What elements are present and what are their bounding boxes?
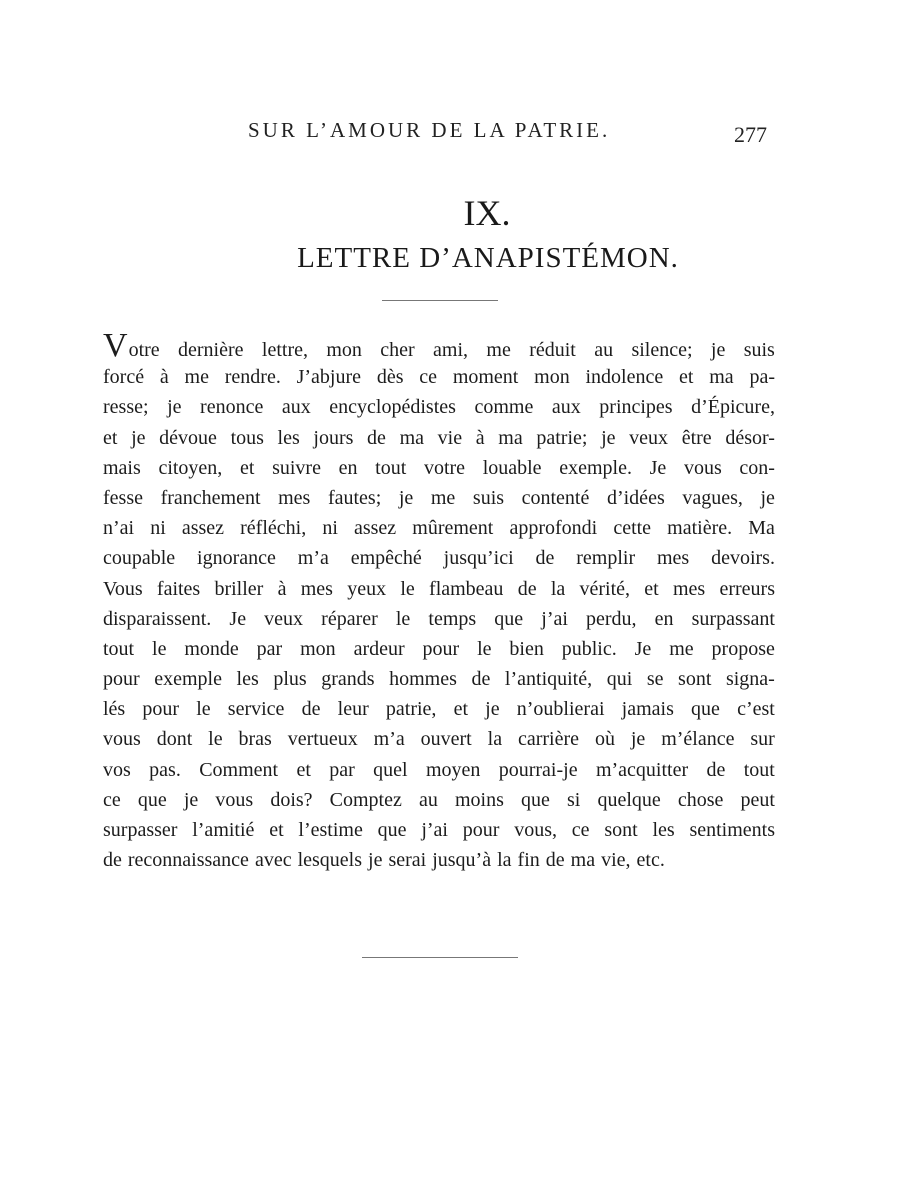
word: bras [238, 728, 272, 751]
word: qui [606, 668, 633, 691]
word: par [329, 758, 355, 781]
word: je [630, 728, 646, 751]
chapter-number: IX. [463, 193, 511, 233]
word: le [477, 637, 492, 660]
word: moins [454, 788, 504, 811]
word: disparaissent. [103, 607, 212, 630]
word: temps [428, 607, 477, 630]
chapter-number-block [0, 192, 900, 234]
text-line [103, 547, 775, 577]
word: mes [278, 486, 311, 509]
word: avec [254, 849, 292, 872]
word: de [517, 577, 537, 600]
word: que [377, 819, 407, 841]
word: dont [156, 728, 193, 751]
word: votre [423, 456, 466, 479]
word: pa- [749, 366, 775, 389]
word: et [644, 577, 659, 600]
word: dois? [270, 788, 313, 811]
word: de [301, 698, 321, 721]
word: signa- [725, 668, 775, 691]
word: pour [462, 819, 500, 841]
word: vertueux [287, 728, 358, 751]
word: coupable [103, 547, 176, 570]
word: à [475, 426, 485, 449]
word: jours [313, 426, 354, 449]
word: Je [634, 637, 652, 660]
text-line [103, 698, 775, 728]
word: les [277, 426, 300, 449]
word: ma [570, 849, 596, 872]
word: et [239, 456, 255, 479]
text-line [103, 638, 775, 668]
word: service [227, 698, 285, 721]
word: mon [300, 637, 336, 660]
text-line [103, 578, 775, 608]
word: le [400, 577, 415, 600]
word: aux [551, 396, 581, 419]
word: bien [509, 637, 544, 660]
word: forcé [103, 366, 145, 389]
word: se [646, 668, 664, 691]
word: par [256, 637, 283, 660]
word: m’acquitter [595, 758, 689, 781]
word: réfléchi, [240, 517, 307, 540]
text-line [103, 327, 775, 366]
word: à [277, 577, 287, 600]
word: dévoue [159, 426, 217, 449]
word: indolence [585, 366, 664, 389]
word: en [338, 456, 358, 479]
word: erreurs [719, 577, 775, 600]
word: de [103, 849, 122, 872]
word: je [760, 486, 775, 509]
word: leur [337, 698, 369, 721]
word: je [167, 396, 182, 419]
word: de [471, 668, 491, 691]
word: patrie; [536, 426, 588, 449]
text-line [103, 517, 775, 547]
word: vie [437, 426, 463, 449]
text-line [103, 396, 775, 426]
word: faites [156, 577, 201, 600]
word: d’Épicure, [691, 396, 775, 419]
chapter-title: LETTRE D’ANAPISTÉMON. [297, 242, 679, 274]
word: réparer [321, 607, 378, 630]
word: vérité, [579, 577, 631, 600]
word: briller [214, 577, 264, 600]
word: matière. [667, 517, 733, 540]
word: je [183, 788, 199, 811]
word: citoyen, [158, 456, 223, 479]
page-number: 277 [734, 122, 767, 147]
word: en [654, 607, 674, 630]
word: etc. [636, 849, 665, 872]
word: monde [184, 637, 239, 660]
word: ouvert [420, 728, 472, 751]
word: m’a [297, 547, 329, 570]
word: rendre. [224, 366, 281, 389]
text-line [103, 427, 775, 457]
word: n’ai [103, 517, 135, 540]
word: que [137, 788, 167, 811]
word: contenté [521, 486, 590, 509]
word: l’antiquité, [504, 668, 593, 691]
word: mais [103, 456, 141, 479]
word: et [269, 819, 284, 841]
word: ni [322, 517, 338, 540]
word: être [681, 426, 712, 449]
word: moyen [425, 758, 481, 781]
word: le [395, 607, 411, 630]
text-line [103, 366, 775, 396]
word: de [706, 758, 726, 781]
word: me [669, 637, 694, 660]
word: j’ai [541, 607, 568, 630]
word: lettre, [261, 339, 308, 361]
word: vos [103, 758, 131, 781]
word: je [601, 426, 616, 449]
word: suivre [272, 456, 321, 479]
text-line [103, 487, 775, 517]
word: vous [683, 456, 722, 479]
text-line [103, 668, 775, 698]
word: et [103, 426, 118, 449]
word: au [418, 788, 438, 811]
word: mon [326, 339, 362, 361]
running-title: SUR L’AMOUR DE LA PATRIE. [248, 118, 611, 142]
word: fin [517, 849, 540, 872]
word: vous [215, 788, 254, 811]
letter-body [103, 327, 775, 879]
word: hommes [389, 668, 457, 691]
word: lesquels [297, 849, 363, 872]
word: où [594, 728, 615, 751]
word: pas. [149, 758, 181, 781]
drop-cap: V [103, 327, 128, 364]
word: encyclopédistes [329, 396, 456, 419]
word: ce [571, 819, 590, 841]
text-line [103, 728, 775, 758]
word: dès [376, 366, 404, 389]
word: fautes; [327, 486, 382, 509]
word: au [594, 339, 614, 361]
word: sont [678, 668, 712, 691]
text-line [103, 849, 775, 879]
word: public. [561, 637, 617, 660]
word: me [184, 366, 209, 389]
word: le [196, 698, 211, 721]
word: jamais [621, 698, 674, 721]
word: comme [474, 396, 534, 419]
word: jusqu’à [432, 849, 492, 872]
word: sur [750, 728, 775, 751]
word: Votre [103, 327, 160, 364]
word: veux [629, 426, 669, 449]
word: assez [353, 517, 397, 540]
word: pour [142, 698, 180, 721]
word: que [494, 607, 524, 630]
word: tout [375, 456, 407, 479]
word: je [398, 486, 414, 509]
word: ni [150, 517, 166, 540]
word: suis [472, 486, 505, 509]
word: ma [498, 426, 523, 449]
word: m’élance [661, 728, 735, 751]
word: ignorance [197, 547, 276, 570]
word: la [497, 849, 512, 872]
word: serai [388, 849, 427, 872]
word: le [208, 728, 223, 751]
word: chose [677, 788, 724, 811]
word: franchement [160, 486, 261, 509]
word: vous [103, 728, 141, 751]
word: mon [534, 366, 570, 389]
word: remplir [576, 547, 636, 570]
word: Je [229, 607, 247, 630]
word: vous, [514, 819, 557, 841]
word: sont [604, 819, 638, 841]
word: surpassant [691, 607, 775, 630]
word: la [550, 577, 566, 600]
running-head [0, 118, 900, 148]
word: pour [103, 668, 140, 691]
word: exemple. [559, 456, 632, 479]
word: assez [181, 517, 225, 540]
word: exemple [154, 668, 222, 691]
word: de [367, 426, 386, 449]
word: con- [739, 456, 775, 479]
word: ma [399, 426, 425, 449]
word: ardeur [353, 637, 405, 660]
word: ce [419, 366, 438, 389]
word: vagues, [682, 486, 743, 509]
word: moment [452, 366, 519, 389]
word: désor- [725, 426, 775, 449]
word: sentiments [689, 819, 775, 841]
text-line [103, 819, 775, 849]
word: patrie, [385, 698, 437, 721]
word: silence; [631, 339, 693, 361]
word: carrière [517, 728, 580, 751]
text-line [103, 457, 775, 487]
word: c’est [737, 698, 775, 721]
word: quelque [597, 788, 661, 811]
word: Comptez [329, 788, 402, 811]
word: de [545, 849, 565, 872]
word: mes [672, 577, 706, 600]
word: Comment [199, 758, 279, 781]
word: Je [649, 456, 667, 479]
word: renonce [200, 396, 264, 419]
word: resse; [103, 396, 149, 419]
word: réduit [529, 339, 576, 361]
word: pour [422, 637, 460, 660]
word: aux [281, 396, 311, 419]
word: le [152, 637, 167, 660]
word: plus [273, 668, 307, 691]
word: mûrement [412, 517, 494, 540]
word: j’ai [421, 819, 448, 841]
word: cette [613, 517, 652, 540]
word: si [567, 788, 581, 811]
word: de [535, 547, 555, 570]
word: je [368, 849, 383, 872]
word: n’oublierai [516, 698, 605, 721]
word: et [679, 366, 694, 389]
word: suis [743, 339, 775, 361]
word: l’amitié [192, 819, 255, 841]
bottom-divider [362, 957, 518, 958]
word: lés [103, 698, 126, 721]
text-line [103, 789, 775, 819]
word: d’idées [606, 486, 665, 509]
word: je [710, 339, 726, 361]
word: principes [599, 396, 673, 419]
word: yeux [347, 577, 387, 600]
word: peut [740, 788, 775, 811]
word: dernière [178, 339, 244, 361]
word: devoirs. [711, 547, 775, 570]
word: m’a [373, 728, 405, 751]
word: J’abjure [296, 366, 362, 389]
word: reconnaissance [127, 849, 249, 872]
word: cher [380, 339, 415, 361]
word: ma [709, 366, 734, 389]
word: me [486, 339, 511, 361]
word: je [131, 426, 146, 449]
word: empêché [350, 547, 422, 570]
word: approfondi [509, 517, 598, 540]
word: louable [482, 456, 542, 479]
word: Ma [748, 517, 775, 540]
word: la [487, 728, 503, 751]
word: perdu, [586, 607, 637, 630]
word: Vous [103, 577, 143, 600]
word: je [485, 698, 500, 721]
word: surpasser [103, 819, 178, 841]
word: mes [300, 577, 333, 600]
word: propose [711, 637, 775, 660]
chapter-title-block [0, 242, 900, 275]
word: tous [230, 426, 264, 449]
word: et [453, 698, 469, 721]
word: jusqu’ici [443, 547, 514, 570]
word: tout [743, 758, 775, 781]
word: vie, [601, 849, 631, 872]
word: les [652, 819, 675, 841]
word: me [430, 486, 456, 509]
word: et [296, 758, 311, 781]
word: pourrai-je [498, 758, 578, 781]
word: à [159, 366, 169, 389]
word: l’estime [298, 819, 363, 841]
word: que [521, 788, 550, 811]
word: fesse [103, 486, 143, 509]
text-line [103, 608, 775, 638]
word: quel [373, 758, 408, 781]
word: mes [657, 547, 690, 570]
word: grands [321, 668, 375, 691]
text-line [103, 759, 775, 789]
word: que [691, 698, 720, 721]
word: flambeau [429, 577, 504, 600]
word: les [236, 668, 259, 691]
top-divider [382, 300, 498, 301]
word: ce [103, 788, 121, 811]
word: ami, [433, 339, 469, 361]
word: veux [264, 607, 304, 630]
word: tout [103, 637, 135, 660]
